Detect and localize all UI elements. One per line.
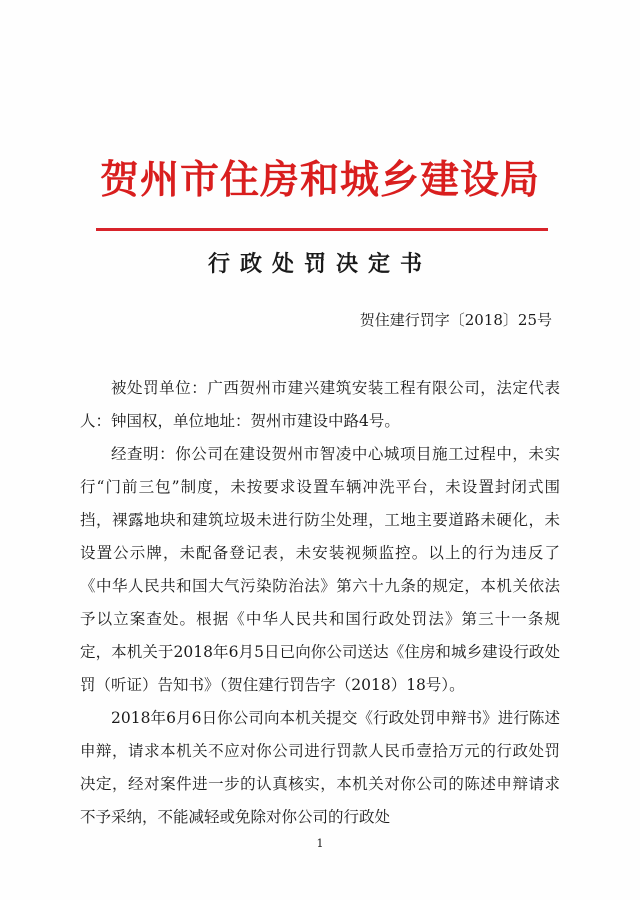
paragraph-findings: 经查明：你公司在建设贺州市智凌中心城项目施工过程中，未实行“门前三包”制度，未按要求设置车辆冲洗平台，未设置封闭式围挡，裸露地块和建筑垃圾未进行防尘处理，工地主要道路未硬化，未设置公示牌，未配备登记表，未安装视频监控。以上的行为违反了《中华人民共和国大气污染防治法》第六十九条的规定，本机关依法予以立案查处。根据《中华人民共和国行政处罚法》第三十一条规定，本机关于2018年6月5日已向你公司送达《住房和城乡建设行政处罚（听证）告知书》（贺住建行罚告字（2018）18号）。 (80, 445, 560, 694)
issuing-authority-title: 贺州市住房和城乡建设局 (99, 157, 540, 203)
paragraph-defense: 2018年6月6日你公司向本机关提交《行政处罚申辩书》进行陈述申辩，请求本机关不应对你公司进行罚款人民币壹拾万元的行政处罚决定，经对案件进一步的认真核实，本机关对你公司的陈述申辩请求不予采纳，不能减轻或免除对你公司的行政处 (80, 709, 560, 826)
document-body (80, 372, 560, 834)
paragraph-penalized-party: 被处罚单位：广西贺州市建兴建筑安装工程有限公司，法定代表人：钟国权，单位地址：贺州市建设中路4号。 (80, 379, 560, 430)
document-number: 贺住建行罚字〔2018〕25号 (359, 311, 552, 329)
document-type-heading: 行政处罚决定书 (207, 251, 432, 277)
red-divider-line (96, 228, 548, 231)
page-number: 1 (316, 837, 324, 850)
